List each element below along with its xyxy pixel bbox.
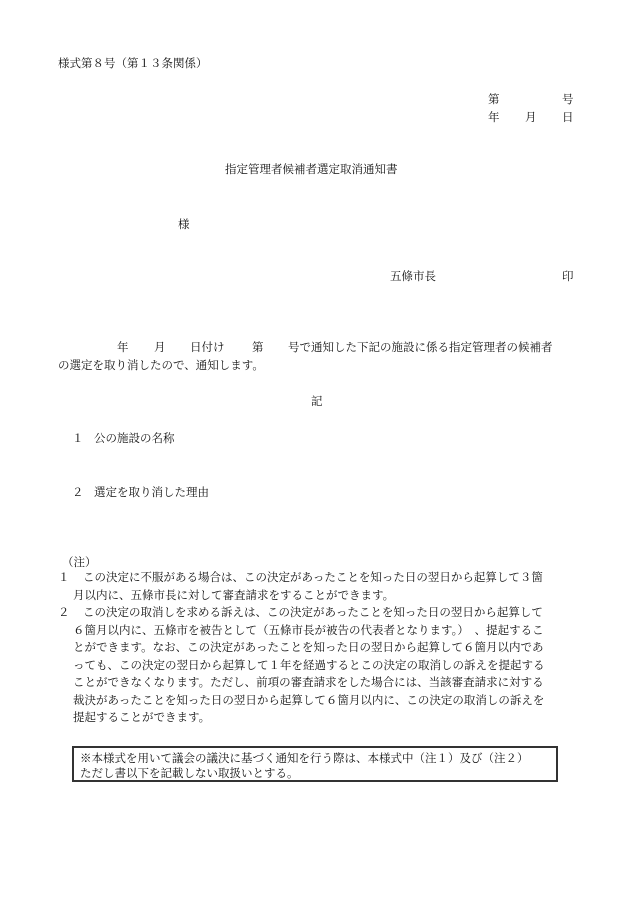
- number-prefix: 第: [488, 92, 500, 106]
- number-suffix: 号: [562, 92, 574, 106]
- item-1-number: １: [72, 431, 84, 445]
- note-1-line-1: この決定に不服がある場合は、この決定があったことを知った日の翌日から起算して３箇: [83, 570, 543, 584]
- ki-heading: 記: [311, 394, 323, 408]
- body-line1-rest: 号で通知した下記の施設に係る指定管理者の候補者: [288, 340, 553, 354]
- item-2-number: ２: [72, 485, 84, 499]
- date-year: 年: [488, 110, 500, 124]
- sender-name: 五條市長: [390, 269, 436, 283]
- item-2-label: 選定を取り消した理由: [94, 485, 209, 499]
- note-1-line-2: 月以内に、五條市長に対して審査請求をすることができます。: [73, 587, 395, 602]
- body-number-prefix: 第: [252, 340, 264, 354]
- boxed-note: [72, 746, 558, 782]
- note-2-line-6: 裁決があったことを知った日の翌日から起算して６箇月以内に、この決定の取消しの訴えを: [73, 692, 545, 707]
- boxed-note-line-2: ただし書以下を記載しない取扱いとする。: [80, 766, 299, 780]
- date-month: 月: [525, 110, 537, 124]
- body-dated: 日付け: [190, 340, 225, 354]
- date-day: 日: [562, 110, 574, 124]
- body-line2: の選定を取り消したので、通知します。: [58, 358, 264, 372]
- seal-mark: 印: [562, 269, 574, 283]
- note-2-line-4: っても、この決定の翌日から起算して１年を経過するとこの決定の取消しの訴えを提起する: [73, 657, 545, 672]
- note-2-line-3: とができます。なお、この決定があったことを知った日の翌日から起算して６箇月以内であ: [73, 640, 544, 654]
- note-1-number: １: [58, 570, 70, 584]
- body-month: 月: [154, 340, 166, 354]
- note-1-text: [58, 569, 574, 604]
- note-1: [58, 569, 574, 604]
- addressee-suffix: 様: [178, 217, 190, 231]
- document-title: 指定管理者候補者選定取消通知書: [225, 162, 398, 176]
- boxed-note-line-1: ※本様式を用いて議会の議決に基づく通知を行う際は、本様式中（注１）及び（注２）: [80, 751, 529, 765]
- body-year: 年: [117, 340, 129, 354]
- notes-heading: （注）: [62, 555, 97, 569]
- form-label: 様式第８号（第１３条関係）: [58, 56, 208, 70]
- note-2-line-5: ことができなくなります。ただし、前項の審査請求をした場合には、当該審査請求に対する: [73, 675, 544, 689]
- note-2: [58, 604, 574, 727]
- note-2-number: ２: [58, 605, 70, 619]
- note-2-line-7: 提起することができます。: [73, 710, 211, 724]
- note-2-text: [58, 604, 574, 727]
- note-2-line-1: この決定の取消しを求める訴えは、この決定があったことを知った日の翌日から起算して: [83, 605, 543, 619]
- item-1-label: 公の施設の名称: [94, 431, 175, 445]
- note-2-line-2: ６箇月以内に、五條市を被告として（五條市長が被告の代表者となります。） 、提起するこ: [73, 622, 544, 637]
